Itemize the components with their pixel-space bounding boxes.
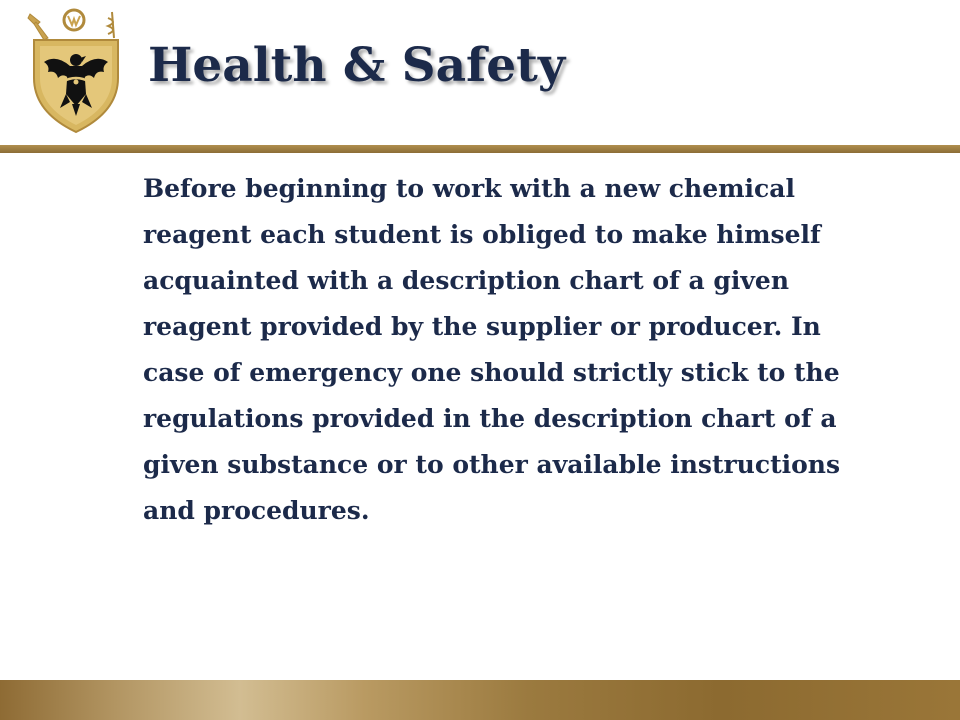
header-divider — [0, 145, 960, 153]
page-title: Health & Safety — [148, 38, 566, 93]
body-paragraph: Before beginning to work with a new chemical reagent each student is obliged to make himself acquainted with a description chart of a given reagent provided by the supplier or producer. In case of emergency one should strictly stick to the regulations provided in the description chart of a given substance or to other available instructions and procedures. — [143, 174, 841, 525]
university-crest-icon — [26, 8, 126, 136]
crest-emblems — [28, 10, 114, 40]
footer-bar — [0, 680, 960, 720]
